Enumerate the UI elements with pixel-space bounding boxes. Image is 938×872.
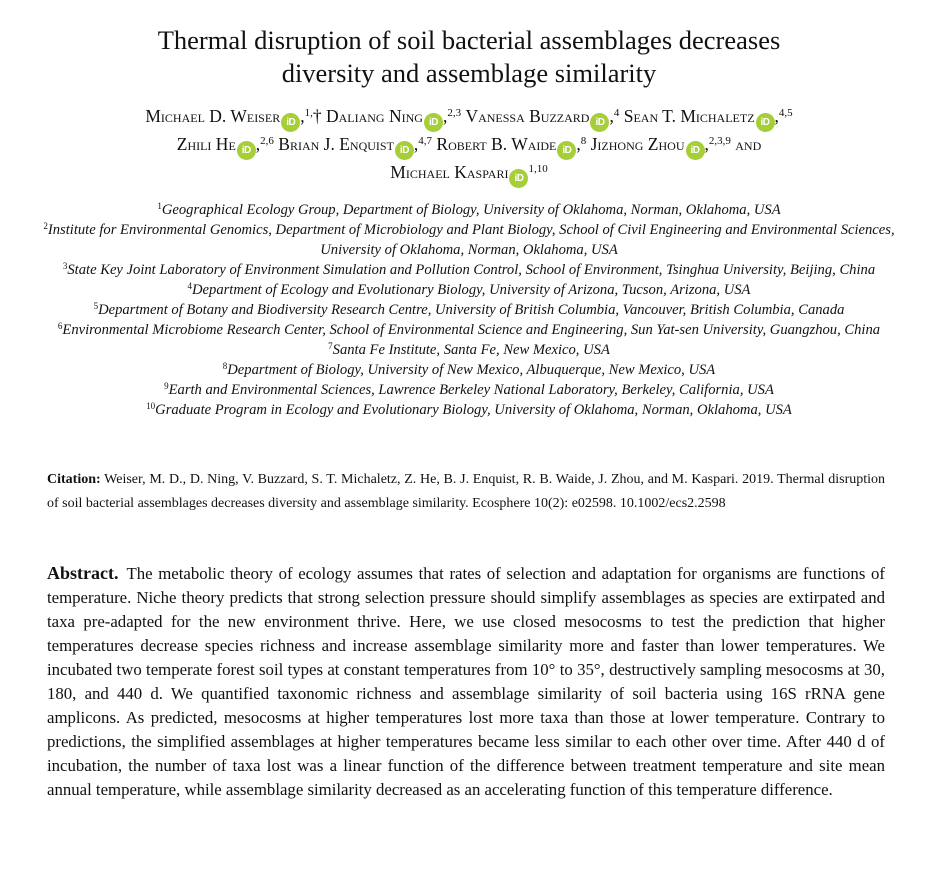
- citation-label: Citation:: [47, 472, 101, 487]
- citation-block: [47, 468, 885, 516]
- citation-text: Weiser, M. D., D. Ning, V. Buzzard, S. T. Michaletz, Z. He, B. J. Enquist, R. B. Waide, J. Zhou, and M. Kaspari. 2019. Thermal disruption of soil bacterial assemblages decreases diversity and assemblage similarity. Ecosphere 10(2): e02598. 10.1002/ecs2.2598: [47, 472, 886, 511]
- author-joiner: and: [735, 134, 762, 154]
- author-name: Jizhong Zhou: [590, 134, 685, 154]
- title-line-2: diversity and assemblage similarity: [281, 58, 657, 88]
- affiliation-item: $^7$Santa Fe Institute, Santa Fe, New Mexico, USA: [328, 341, 610, 358]
- affiliation-item: $^8$Department of Biology, University of New Mexico, Albuquerque, New Mexico, USA: [222, 361, 716, 378]
- title-line-1: Thermal disruption of soil bacterial assemblages decreases: [157, 25, 781, 55]
- affiliation-item: $^3$State Key Joint Laboratory of Environment Simulation and Pollution Control, School of Environment, Tsinghua University, Beijing, China: [62, 261, 876, 278]
- affiliation-item: $^5$Department of Botany and Biodiversity Research Centre, University of British Columbia, Vancouver, British Columbia, Canada: [93, 301, 845, 318]
- orcid-icon[interactable]: iD: [237, 141, 256, 160]
- author-affiliation: 2,6: [260, 135, 274, 147]
- author-affiliation: 1,: [304, 107, 313, 119]
- author-name: Robert B. Waide: [436, 134, 557, 154]
- orcid-icon[interactable]: iD: [281, 113, 300, 132]
- affiliation-item: $^9$Earth and Environmental Sciences, Lawrence Berkeley National Laboratory, Berkeley, California, USA: [164, 381, 774, 398]
- orcid-icon[interactable]: iD: [395, 141, 414, 160]
- author-name: Michael D. Weiser: [145, 106, 281, 126]
- author-name: Vanessa Buzzard: [465, 106, 590, 126]
- paper-title: [40, 24, 898, 90]
- author-line-3: [40, 160, 898, 188]
- affiliation-item: $^6$Environmental Microbiome Research Center, School of Environmental Science and Engineering, Sun Yat-sen University, Guangzhou, China: [57, 321, 881, 338]
- abstract-label: Abstract.: [47, 563, 119, 583]
- orcid-icon[interactable]: iD: [686, 141, 705, 160]
- orcid-icon[interactable]: iD: [424, 113, 443, 132]
- orcid-icon[interactable]: iD: [756, 113, 775, 132]
- author-affiliation: 2,3,9: [708, 135, 731, 147]
- author-affiliation: 8: [580, 135, 587, 147]
- author-name: Sean T. Michaletz: [623, 106, 755, 126]
- author-name: Zhili He: [176, 134, 236, 154]
- author-name: Michael Kaspari: [390, 162, 509, 182]
- author-affiliation: 4,5: [778, 107, 793, 119]
- author-affiliation: 2,3: [447, 107, 462, 119]
- author-affiliation: 4,7: [418, 135, 433, 147]
- author-line-1: Michael D. Weiser iD ,$^{1,}$† Daliang Ning iD ,$^{2,3}$ Vanessa Buzzard iD ,$^4$ Sean T. Michaletz iD ,$^{4,5}$: [40, 104, 898, 132]
- orcid-icon[interactable]: iD: [590, 113, 609, 132]
- orcid-icon[interactable]: iD: [509, 169, 528, 188]
- affiliation-list: [28, 200, 910, 420]
- affiliation-item: $^4$Department of Ecology and Evolutionary Biology, University of Arizona, Tucson, Arizona, USA: [187, 281, 751, 298]
- orcid-icon[interactable]: iD: [557, 141, 576, 160]
- author-affiliation: 1,10: [528, 163, 548, 175]
- abstract-text: The metabolic theory of ecology assumes that rates of selection and adaptation for organisms are functions of temperature. Niche theory predicts that strong selection pressure should simplify assemblages as species are extirpated and taxa pre-adapted for the new environment thrive. Here, we use closed mesocosms to test the prediction that higher temperatures decrease species richness and increase assemblage similarity more and faster than lower temperatures. We incubated two temperate forest soil types at constant temperatures from 10° to 35°, destructively sampling mesocosms at 30, 180, and 440 d. We quantified taxonomic richness and assemblage similarity of soil bacteria using 16S rRNA gene amplicons. As predicted, mesocosms at higher temperatures lost more taxa than those at lower temperature. Contrary to predictions, the simplified assemblages at higher temperatures became less similar to each other over time. After 440 d of incubation, the number of taxa lost was a linear function of the difference between treatment temperature and site mean annual temperature, while assemblage similarity decreased as an accelerating function of this temperature difference.: [47, 564, 885, 799]
- author-list: [40, 104, 898, 188]
- affiliation-item: $^{10}$Graduate Program in Ecology and Evolutionary Biology, University of Oklahoma, Norman, Oklahoma, USA: [146, 401, 792, 418]
- author-name: Brian J. Enquist: [278, 134, 394, 154]
- author-mark: †: [312, 106, 322, 126]
- abstract-block: [47, 561, 885, 802]
- author-affiliation: 4: [613, 107, 620, 119]
- author-name: Daliang Ning: [325, 106, 423, 126]
- author-line-2: Zhili He iD ,$^{2,6}$ Brian J. Enquist iD ,$^{4,7}$ Robert B. Waide iD ,$^8$ Jizhong Zhou iD ,$^{2,3,9}$ and: [40, 132, 898, 160]
- affiliation-item: $^2$Institute for Environmental Genomics, Department of Microbiology and Plant Biology, School of Civil Engineering and Environmental Sciences, University of Oklahoma, Norman, Oklahoma, USA: [43, 221, 895, 258]
- affiliation-item: $^1$Geographical Ecology Group, Department of Biology, University of Oklahoma, Norman, Oklahoma, USA: [157, 201, 781, 218]
